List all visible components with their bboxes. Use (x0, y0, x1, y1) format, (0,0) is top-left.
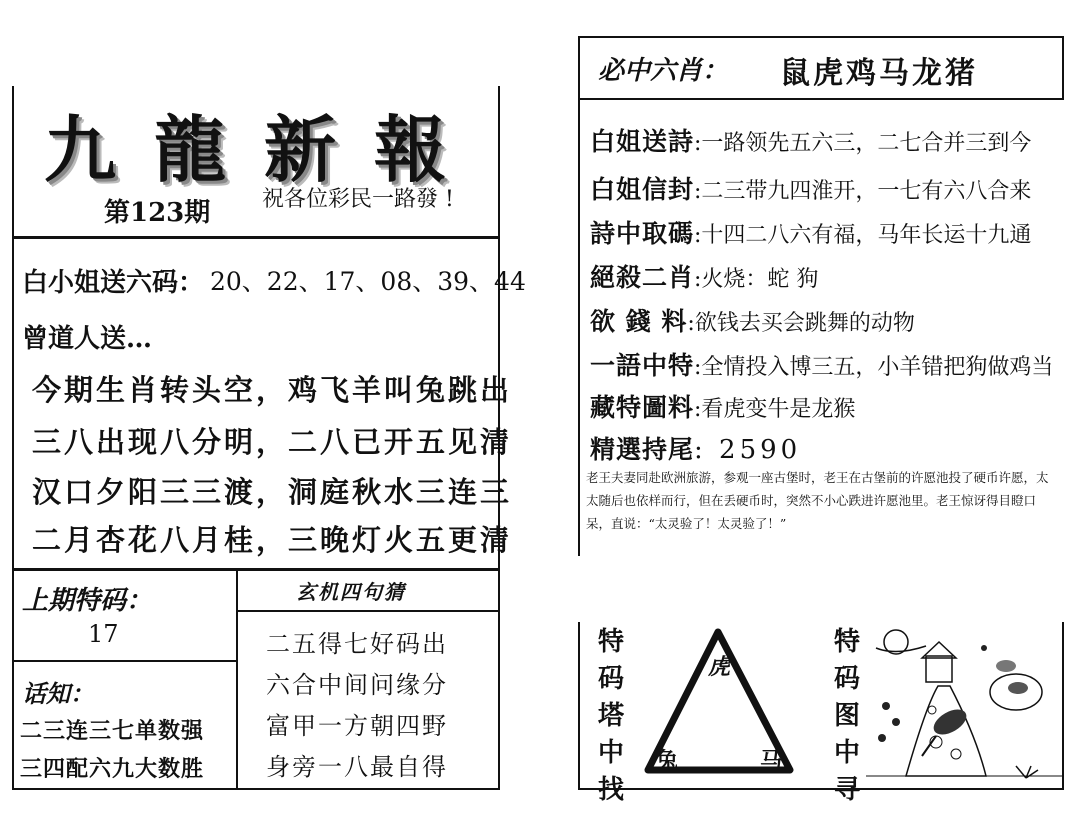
bottom-right-bottom-border (578, 788, 1064, 790)
info-row (590, 258, 818, 294)
row-label: 精選持尾 (590, 435, 695, 464)
last-code-value: 17 (88, 620, 119, 648)
poem-line: 汉口夕阳三三渡，洞庭秋水三连三 (32, 475, 513, 509)
bottom-right-left-border (578, 622, 580, 788)
row-value: :二三带九四淮开，一七有六八合来 (694, 179, 1032, 204)
saying-label: 话知： (22, 679, 94, 708)
bottom-right-right-border (1062, 622, 1064, 788)
riddle-divider (236, 610, 500, 612)
six-codes-label: 白小姐送六码： (22, 268, 205, 298)
poem-line: 今期生肖转头空，鸡飞羊叫兔跳出 (32, 373, 513, 407)
info-row (590, 430, 801, 466)
row-value: :一路领先五六三，二七合并三到今 (694, 131, 1032, 156)
triangle-top: 虎 (708, 654, 731, 680)
poem-line: 三八出现八分明，二八已开五见清 (32, 425, 513, 459)
info-row (590, 388, 855, 424)
info-row (590, 302, 915, 338)
row-label: 詩中取碼 (590, 219, 695, 248)
row-value: :火烧：蛇 狗 (694, 267, 819, 292)
riddle-line: 富甲一方朝四野 (266, 712, 448, 740)
row-label: 欲 錢 料 (590, 307, 688, 336)
masthead-divider (12, 236, 500, 239)
right-top-corner (1062, 36, 1064, 98)
cartoon-scene-icon (866, 626, 1062, 786)
info-row (590, 346, 1053, 382)
info-row (590, 122, 1031, 158)
six-codes-value: 20、22、17、08、39、44 (210, 267, 526, 296)
right-border (578, 36, 580, 556)
issue-number: 第123期 (104, 198, 211, 228)
poem-divider (12, 568, 500, 571)
riddle-line: 身旁一八最自得 (266, 753, 448, 781)
triangle-right: 马 (760, 748, 783, 774)
grid-vertical (236, 570, 238, 790)
triangle-left: 兔 (656, 748, 679, 774)
riddle-line: 二五得七好码出 (266, 630, 448, 658)
riddle-label: 玄机四句猜 (296, 580, 406, 604)
last-code-label: 上期特码： (22, 586, 153, 616)
greeting: 祝各位彩民一路發 ! (262, 187, 454, 212)
masthead-title: 九龍新報 (44, 107, 485, 192)
row-label: 白姐送詩 (590, 127, 695, 156)
zodiac-label: 必中六肖： (598, 56, 729, 86)
saying-divider (12, 660, 238, 662)
right-top-border (578, 36, 1064, 38)
poem-line: 二月杏花八月桂，三晚灯火五更清 (32, 523, 513, 557)
row-value: :全情投入博三五，小羊错把狗做鸡当 (694, 355, 1054, 380)
row-value: :看虎变牛是龙猴 (694, 397, 856, 422)
picture-label: 特码图中寻 (833, 627, 860, 805)
story-text: 老王夫妻同赴欧洲旅游，参观一座古堡时，老王在古堡前的许愿池投了硬币许愿，太太随后也依样而行，但在丢硬币时，突然不小心跌进许愿池里。老王惊讶得目瞪口呆，直说：“太灵验了！太灵验了！” (586, 470, 1049, 531)
left-border (12, 86, 14, 790)
row-label: 絕殺二肖 (590, 263, 695, 292)
saying-line: 三四配六九大数胜 (20, 756, 205, 782)
saying-line: 二三连三七单数强 (20, 718, 205, 744)
info-row (590, 214, 1031, 250)
zodiac-divider (578, 98, 1064, 100)
row-label: 一語中特 (590, 351, 695, 380)
poem-heading: 曾道人送… (22, 324, 153, 354)
info-row (590, 170, 1031, 206)
row-value: : 2590 (694, 435, 802, 465)
row-value: :欲钱去买会跳舞的动物 (687, 311, 915, 336)
tower-label: 特码塔中找 (597, 627, 624, 805)
left-bottom-border (12, 788, 500, 790)
row-label: 藏特圖料 (590, 393, 695, 422)
row-value: :十四二八六有福，马年长运十九通 (694, 223, 1032, 248)
row-label: 白姐信封 (590, 175, 695, 204)
riddle-line: 六合中间问缘分 (266, 671, 448, 699)
zodiac-value: 鼠虎鸡马龙猪 (780, 56, 978, 91)
